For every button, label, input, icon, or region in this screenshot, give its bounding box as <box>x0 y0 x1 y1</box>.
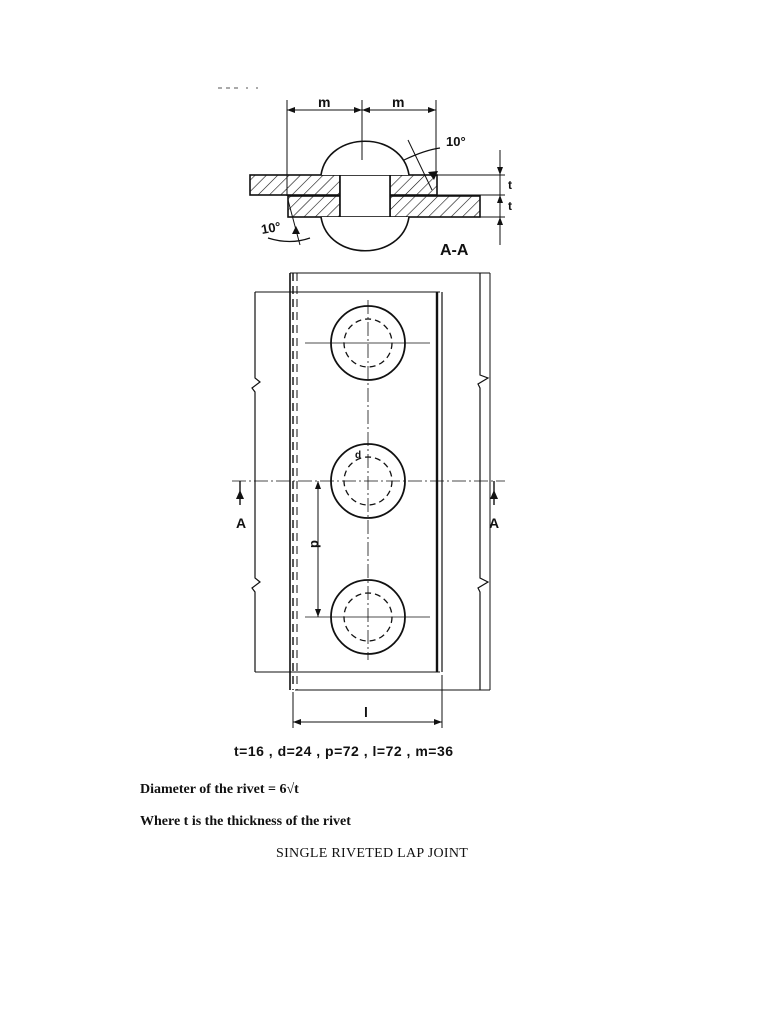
section-view <box>250 100 505 251</box>
rivet-head-bottom <box>321 217 409 251</box>
plan-view <box>232 273 505 728</box>
thickness-top-label: t <box>508 178 512 192</box>
top-plate-left <box>250 175 340 195</box>
angle-bottom-label: 10° <box>259 218 282 237</box>
section-label: A-A <box>440 242 469 259</box>
where-line: Where t is the thickness of the rivet <box>140 814 351 829</box>
bottom-plate-left <box>288 196 340 217</box>
overlap-label: l <box>364 704 368 720</box>
angle-top-label: 10° <box>446 134 466 149</box>
diameter-marker: d <box>355 450 362 461</box>
rivet-shank <box>340 175 390 217</box>
rivet-head-top <box>321 141 409 175</box>
cut-label-left: A <box>236 515 247 531</box>
dim-m-left: m <box>318 94 331 110</box>
pitch-label: p <box>306 540 321 548</box>
thickness-bottom-label: t <box>508 199 512 213</box>
diameter-formula: Diameter of the rivet = 6√t <box>140 782 299 797</box>
bottom-plate-right <box>390 196 480 217</box>
parameters-line: t=16 , d=24 , p=72 , l=72 , m=36 <box>234 743 454 759</box>
dim-m-right: m <box>392 94 405 110</box>
cut-label-right: A <box>489 515 500 531</box>
figure-caption: SINGLE RIVETED LAP JOINT <box>276 846 469 861</box>
